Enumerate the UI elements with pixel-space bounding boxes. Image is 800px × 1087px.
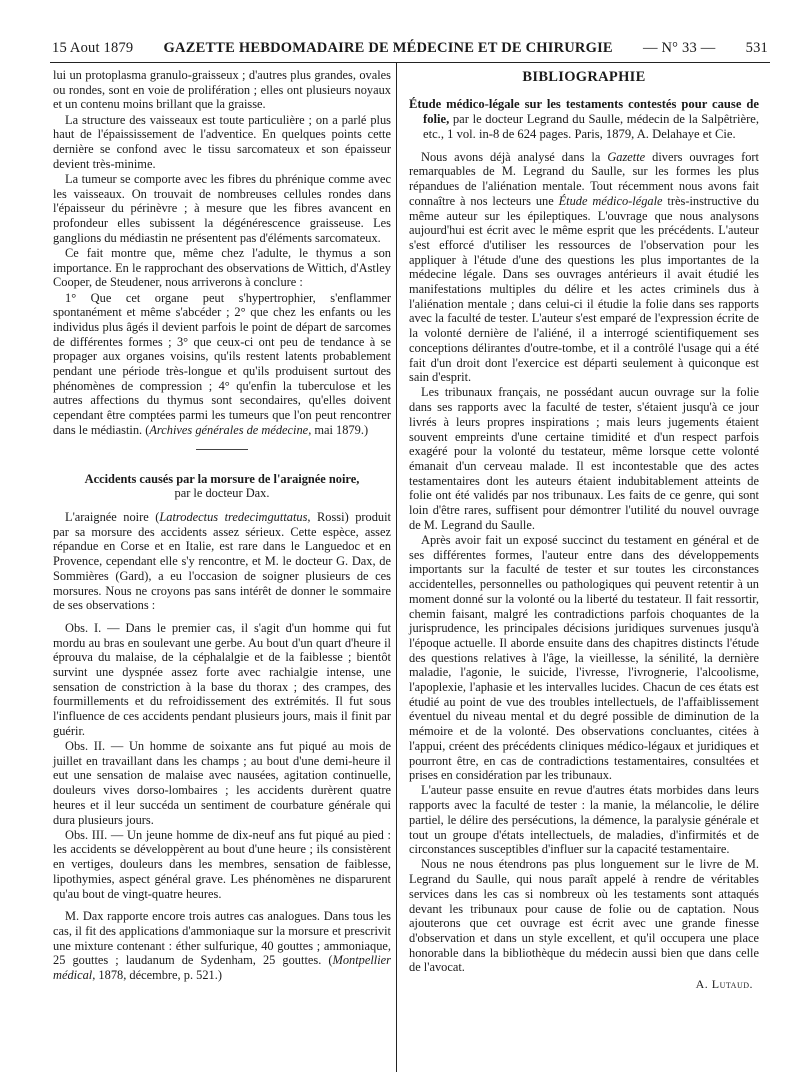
intro-paragraph-2: La structure des vaisseaux est toute particulière ; on a parlé plus haut de l'épaississement de l'adventice. En quelques points cette dernière se confond avec le tissu sarcomateux et son épaisseur devient très-minime. [53, 112, 391, 171]
review-paragraph-1 [409, 150, 759, 385]
observation-2: Obs. II. — Un homme de soixante ans fut piqué au mois de juillet en travaillant dans les champs ; au bout d'une demi-heure il eut une sensation de malaise avec nausées, agitation continuelle, douleurs vives dorso-lombaires ; les accidents durèrent quatre heures et il leur succéda un sentiment de courbature générale qui dura plusieurs jours. [53, 739, 391, 827]
article-heading [53, 472, 391, 501]
etude-ref: Étude médico-légale [558, 193, 663, 208]
review-signature: A. Lutaud. [695, 977, 753, 992]
issue-date: 15 Aout 1879 [52, 40, 134, 56]
article-intro-paragraph [53, 510, 391, 613]
review-text-a: Nous avons déjà analysé dans la [421, 149, 608, 164]
species-name: Latrodectus tredecimguttatus [159, 509, 308, 524]
bibliography-entry [409, 97, 759, 142]
intro-paragraph-1: lui un protoplasma granulo-graisseux ; d'autres plus grandes, ovales ou rondes, sont en voie de prolifération ; elles ont plusieurs noyaux et un contenu moins brillant que la graisse. [53, 68, 391, 112]
review-paragraph-5: Nous ne nous étendrons pas plus longuement sur le livre de M. Legrand du Saulle, qui nous paraît appelé à rendre de véritables services dans les cas si nombreux où les testaments sont attaqués devant les tribunaux pour cause de folie ou de captation. Nous ajouterons que cet ouvrage est écrit avec une grande finesse d'observation et dans un style excellent, et qu'il occupera une place honorable dans la bibliothèque du médecin aussi bien que dans celle de l'avocat. [409, 857, 759, 975]
observation-1: Obs. I. — Dans le premier cas, il s'agit d'un homme qui fut mordu au bras en soulevant une gerbe. Au bout d'un quart d'heure il éprouva du malaise, de la céphalalgie et de la faiblesse ; bientôt survint une dyspnée assez forte avec rachialgie intense, une sensation de constriction à la base du thorax ; des crampes, des fourmillements et du refroidissement des extrémités. Il fut sous l'influence de ces accidents pendant plusieurs jours, mais il finit par guérir. [53, 620, 391, 738]
article-title: Accidents causés par la morsure de l'araignée noire, [84, 471, 360, 486]
section-separator [196, 449, 248, 450]
source-citation: Archives générales de médecine [149, 422, 309, 437]
article-author: par le docteur Dax. [174, 486, 270, 501]
page-number: 531 [745, 40, 768, 56]
column-divider [396, 62, 397, 1072]
review-text-b: divers ouvrages fort remarquables de M. Legrand du Saulle, sur les formes les plus répandues de l'aliénation mentale. Tout récemment nous avons fait connaître à nos lecteurs une [409, 149, 759, 208]
observation-3: Obs. III. — Un jeune homme de dix-neuf ans fut piqué au pied : les accidents se développèrent au bout d'une heure ; ils consistèrent en vertiges, douleurs dans les membres, sensation de faiblesse, lipothymies, aspect général grave. Les phénomènes ne disparurent qu'au bout de vingt-quatre heures. [53, 827, 391, 901]
closing-text-b: , 1878, décembre, p. 521.) [92, 968, 222, 983]
review-text-c: très-instructive du même auteur sur les épileptiques. L'ouvrage que nous analysons aujourd'hui est écrit avec le même esprit que les précédents. L'auteur s'est efforcé d'utiliser les ressources de l'observation pour les appliquer à l'étude d'une des questions les plus importantes de la médecine légale. Dans ses ouvrages antérieurs il avait étudié les manifestations multiples du délire et les actes criminels dus à l'aliénation mentale ; dans celui-ci il étudie la folie dans ses rapports avec la faculté de tester. L'auteur s'est emparé de l'expression écrite de la volonté dernière de l'aliéné, il a interrogé scientifiquement ses conceptions délirantes d'outre-tombe, et il a contrôlé l'usage qui a été fait d'un droit dont l'exercice est départi seulement à quiconque est sain d'esprit. [409, 193, 760, 385]
header-rule [50, 62, 770, 63]
observations-list [53, 621, 391, 901]
article-intro-text-b: , Rossi) produit par sa morsure des accidents assez sérieux. Cette espèce, assez répandue en Corse et en Italie, est rare dans le Languedoc et en Provence, cependant elle s'y rencontre, et M. le docteur G. Dax, de Sommières (Gard), a eu l'occasion de soigner plusieurs de ces morsures. Nous ne croyons pas sans intérêt de donner le sommaire de ses observations : [53, 509, 391, 613]
closing-text-a: M. Dax rapporte encore trois autres cas analogues. Dans tous les cas, il fit des applications d'ammoniaque sur la morsure et prescrivit une mixture contenant : éther sulfurique, 40 gouttes ; ammoniaque, 25 gouttes ; laudanum de Sydenham, 25 gouttes. ( [53, 909, 391, 968]
closing-source: Montpellier médical [53, 953, 391, 983]
section-title: BIBLIOGRAPHIE [522, 69, 646, 85]
review-paragraph-3: Après avoir fait un exposé succinct du testament en général et de ses différentes formes, l'auteur entre dans des développements importants sur la faculté de tester et sur toutes les circonstances accidentelles, personnelles ou pathologiques qui peuvent retentir à un moment donné sur la volonté ou la liberté du testateur. Il fait ressortir, chemin faisant, malgré les contradictions parfois choquantes de la jurisprudence, les principales décisions juridiques survenues jusqu'à l'époque actuelle. Il aborde ensuite dans des chapitres distincts l'étude des questions relatives à l'âge, la vieillesse, la sénilité, la dernière maladie, l'agonie, le suicide, l'ivresse, l'ivrognerie, l'alcoolisme, l'apoplexie, l'aphasie et les intervalles lucides. Chacun de ces états est étudié au point de vue des troubles intellectuels, de l'affaiblissement éventuel du niveau mental et du degré possible de diminution de la mémoire et de la volonté. Des observations concluantes, citées à l'appui, créent des précédents cliniques médico-légaux et juridiques et pourront être, en cas de contradictions testamentaires, consultées et prises en considération par les tribunaux. [409, 532, 759, 783]
review-paragraph-4: L'auteur passe ensuite en revue d'autres états morbides dans leurs rapports avec la faculté de tester : la manie, la mélancolie, le délire partiel, le délire des persécutions, la démence, la paralysie générale et tout un groupe d'états intellectuels, de maladies, d'infirmités et de circonstances susceptibles d'influer sur la capacité testamentaire. [409, 783, 759, 857]
page-header [52, 40, 768, 60]
conclusion-text: 1° Que cet organe peut s'hypertrophier, s'enflammer spontanément et même s'abcéder ; 2° que chez les enfants ou les individus plus âgés il devient parfois le point de départ de sarcomes de différentes formes ; 3° que ceux-ci ont peu de tendance à se propager aux organes voisins, qu'ils restent latents probablement pendant une période très-longue et qu'ils produisent surtout des phénomènes de compression ; 4° qu'enfin la tuberculose et les autres affections du thymus sont secondaires, qu'elles doivent cependant être comptées parmi les tumeurs que l'on peut rencontrer dans le médiastin. [53, 290, 391, 437]
review-paragraph-2: Les tribunaux français, ne possédant aucun ouvrage sur la folie dans ses rapports avec la faculté de tester, s'étaient jusqu'à ce jour livrés à leurs propres inspirations ; mais leurs jugements étaient souvent empreints d'une certaine timidité et d'un respect parfois exagéré pour la volonté du testateur, même lorsque cette volonté émanait d'un cerveau malade. Il est incontestable que des actes testamentaires dont les auteurs étaient indubitablement atteints de folie ont été validés par nos tribunaux. Les faits de ce genre, qui sont loin d'être rares, suffisent pour démontrer l'utilité du nouvel ouvrage de M. Legrand du Saulle. [409, 385, 759, 532]
intro-paragraph-3: La tumeur se comporte avec les fibres du phrénique comme avec les vaisseaux. On trouvait de nombreuses cellules rondes dans l'épaisseur du périnèvre ; à mesure que les fibres avancent en profondeur elles subissent la dégénérescence graisseuse. Les ganglions du médiastin ne présentent pas d'éléments sarcomateux. [53, 171, 391, 245]
right-column [409, 68, 759, 992]
gazette-ref: Gazette [607, 149, 646, 164]
intro-paragraph-4: Ce fait montre que, même chez l'adulte, le thymus a son importance. En le rapprochant des observations de Wittich, d'Astley Cooper, de Steudener, nous arriverons à conclure : [53, 245, 391, 290]
article-closing-paragraph [53, 909, 391, 983]
source-date: , mai 1879.) [308, 422, 369, 437]
journal-title: GAZETTE HEBDOMADAIRE DE MÉDECINE ET DE CHIRURGIE [163, 40, 613, 56]
article-intro-text-a: L'araignée noire ( [65, 509, 160, 524]
issue-number: — N° 33 — [642, 40, 716, 56]
left-column [53, 68, 391, 983]
book-details: par le docteur Legrand du Saulle, médecin de la Salpêtrière, etc., 1 vol. in-8 de 624 pages. Paris, 1879, A. Delahaye et Cie. [423, 111, 759, 141]
intro-conclusion-paragraph: 1° Que cet organe peut s'hypertrophier, s'enflammer spontanément et même s'abcéder ; 2° que chez les enfants ou les individus plus âgés il devient parfois le point de départ de sarcomes de différentes formes ; 3° que ceux-ci ont peu de tendance à se propager aux organes voisins, qu'ils restent latents probablement pendant une période très-longue et qu'ils produisent surtout des phénomènes de compression ; 4° qu'enfin la tuberculose et les autres affections du thymus sont secondaires, qu'elles doivent cependant être comptées parmi les tumeurs que l'on peut rencontrer dans le médiastin. (Archives générales de médecine, mai 1879.) [53, 290, 391, 437]
book-title: Étude médico-légale sur les testaments contestés pour cause de folie, [409, 96, 759, 126]
